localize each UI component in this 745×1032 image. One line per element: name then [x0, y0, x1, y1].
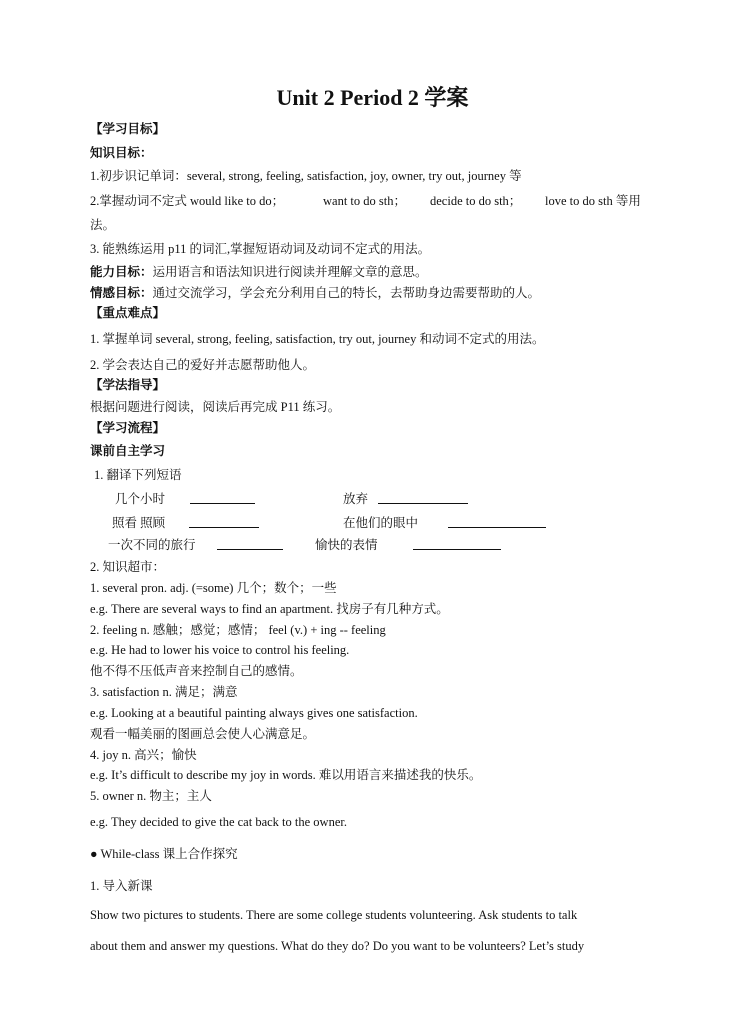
phrase-3: 照看 照顾	[112, 516, 166, 530]
method-text: 根据问题进行阅读，阅读后再完成 P11 练习。	[90, 400, 341, 414]
phrase-1: 几个小时	[115, 492, 166, 506]
knowledge-item-2-part-2: want to do sth；	[323, 194, 406, 208]
phrase-4-blank[interactable]	[448, 515, 546, 528]
knowledge-item-1: 1.初步识记单词：several, strong, feeling, satisfaction, joy, owner, try out, journey 等	[90, 169, 522, 183]
phrase-4: 在他们的眼中	[343, 516, 419, 530]
emotion-objective	[90, 285, 540, 301]
vocab-2-word: 2. feeling n. 感触；感觉；感情； feel (v.) + ing -- feeling	[90, 623, 386, 637]
lead-in-line-2: about them and answer my questions. What do they do? Do you want to be volunteers? Let’s study	[90, 939, 585, 953]
while-class-heading: ● While-class 课上合作探究	[90, 847, 238, 861]
vocab-5-example: e.g. They decided to give the cat back to the owner.	[90, 815, 347, 829]
phrase-1-blank[interactable]	[190, 491, 255, 504]
vocab-3-translation: 观看一幅美丽的图画总会使人心满意足。	[90, 727, 316, 741]
key-point-1: 1. 掌握单词 several, strong, feeling, satisfaction, try out, journey 和动词不定式的用法。	[90, 332, 545, 346]
emotion-objective-label: 情感目标：	[90, 286, 153, 300]
phrase-6: 愉快的表情	[315, 538, 378, 552]
key-points-heading: 【重点难点】	[90, 306, 166, 320]
key-point-2: 2. 学会表达自己的爱好并志愿帮助他人。	[90, 358, 316, 372]
ability-objective	[90, 264, 428, 280]
translate-heading: 1. 翻译下列短语	[94, 468, 182, 482]
knowledge-item-2-part-1: 2.掌握动词不定式 would like to do；	[90, 194, 285, 208]
method-heading: 【学法指导】	[90, 378, 166, 392]
phrase-2: 放弃	[343, 492, 369, 506]
vocab-4-example: e.g. It’s difficult to describe my joy in words. 难以用语言来描述我的快乐。	[90, 768, 482, 782]
process-heading: 【学习流程】	[90, 421, 166, 435]
vocab-5-word: 5. owner n. 物主；主人	[90, 789, 212, 803]
lead-in-line-1: Show two pictures to students. There are some college students volunteering. Ask students to talk	[90, 908, 578, 922]
pre-class-heading: 课前自主学习	[90, 444, 166, 458]
vocab-heading: 2. 知识超市：	[90, 560, 166, 574]
objectives-heading: 【学习目标】	[90, 122, 166, 136]
knowledge-item-2-part-4: love to do sth 等用	[545, 194, 641, 208]
phrase-2-blank[interactable]	[378, 491, 468, 504]
ability-objective-label: 能力目标：	[90, 265, 153, 279]
vocab-2-translation: 他不得不压低声音来控制自己的感情。	[90, 664, 303, 678]
vocab-3-word: 3. satisfaction n. 满足；满意	[90, 685, 238, 699]
page-title: Unit 2 Period 2 学案	[276, 85, 469, 110]
knowledge-item-2-continued: 法。	[90, 218, 116, 232]
vocab-3-example: e.g. Looking at a beautiful painting always gives one satisfaction.	[90, 706, 418, 720]
phrase-6-blank[interactable]	[413, 537, 501, 550]
knowledge-item-2-part-3: decide to do sth；	[430, 194, 522, 208]
emotion-objective-text: 通过交流学习，学会充分利用自己的特长，去帮助身边需要帮助的人。	[152, 286, 541, 300]
ability-objective-text: 运用语言和语法知识进行阅读并理解文章的意思。	[152, 265, 428, 279]
phrase-5: 一次不同的旅行	[108, 538, 196, 552]
knowledge-item-3: 3. 能熟练运用 p11 的词汇,掌握短语动词及动词不定式的用法。	[90, 242, 431, 256]
vocab-1-example: e.g. There are several ways to find an apartment. 找房子有几种方式。	[90, 602, 449, 616]
vocab-4-word: 4. joy n. 高兴；愉快	[90, 748, 197, 762]
vocab-2-example: e.g. He had to lower his voice to control his feeling.	[90, 643, 350, 657]
phrase-3-blank[interactable]	[189, 515, 259, 528]
vocab-1-word: 1. several pron. adj. (=some) 几个；数个；一些	[90, 581, 337, 595]
knowledge-objective-label: 知识目标：	[90, 146, 153, 160]
phrase-5-blank[interactable]	[217, 537, 283, 550]
lead-in-heading: 1. 导入新课	[90, 879, 153, 893]
